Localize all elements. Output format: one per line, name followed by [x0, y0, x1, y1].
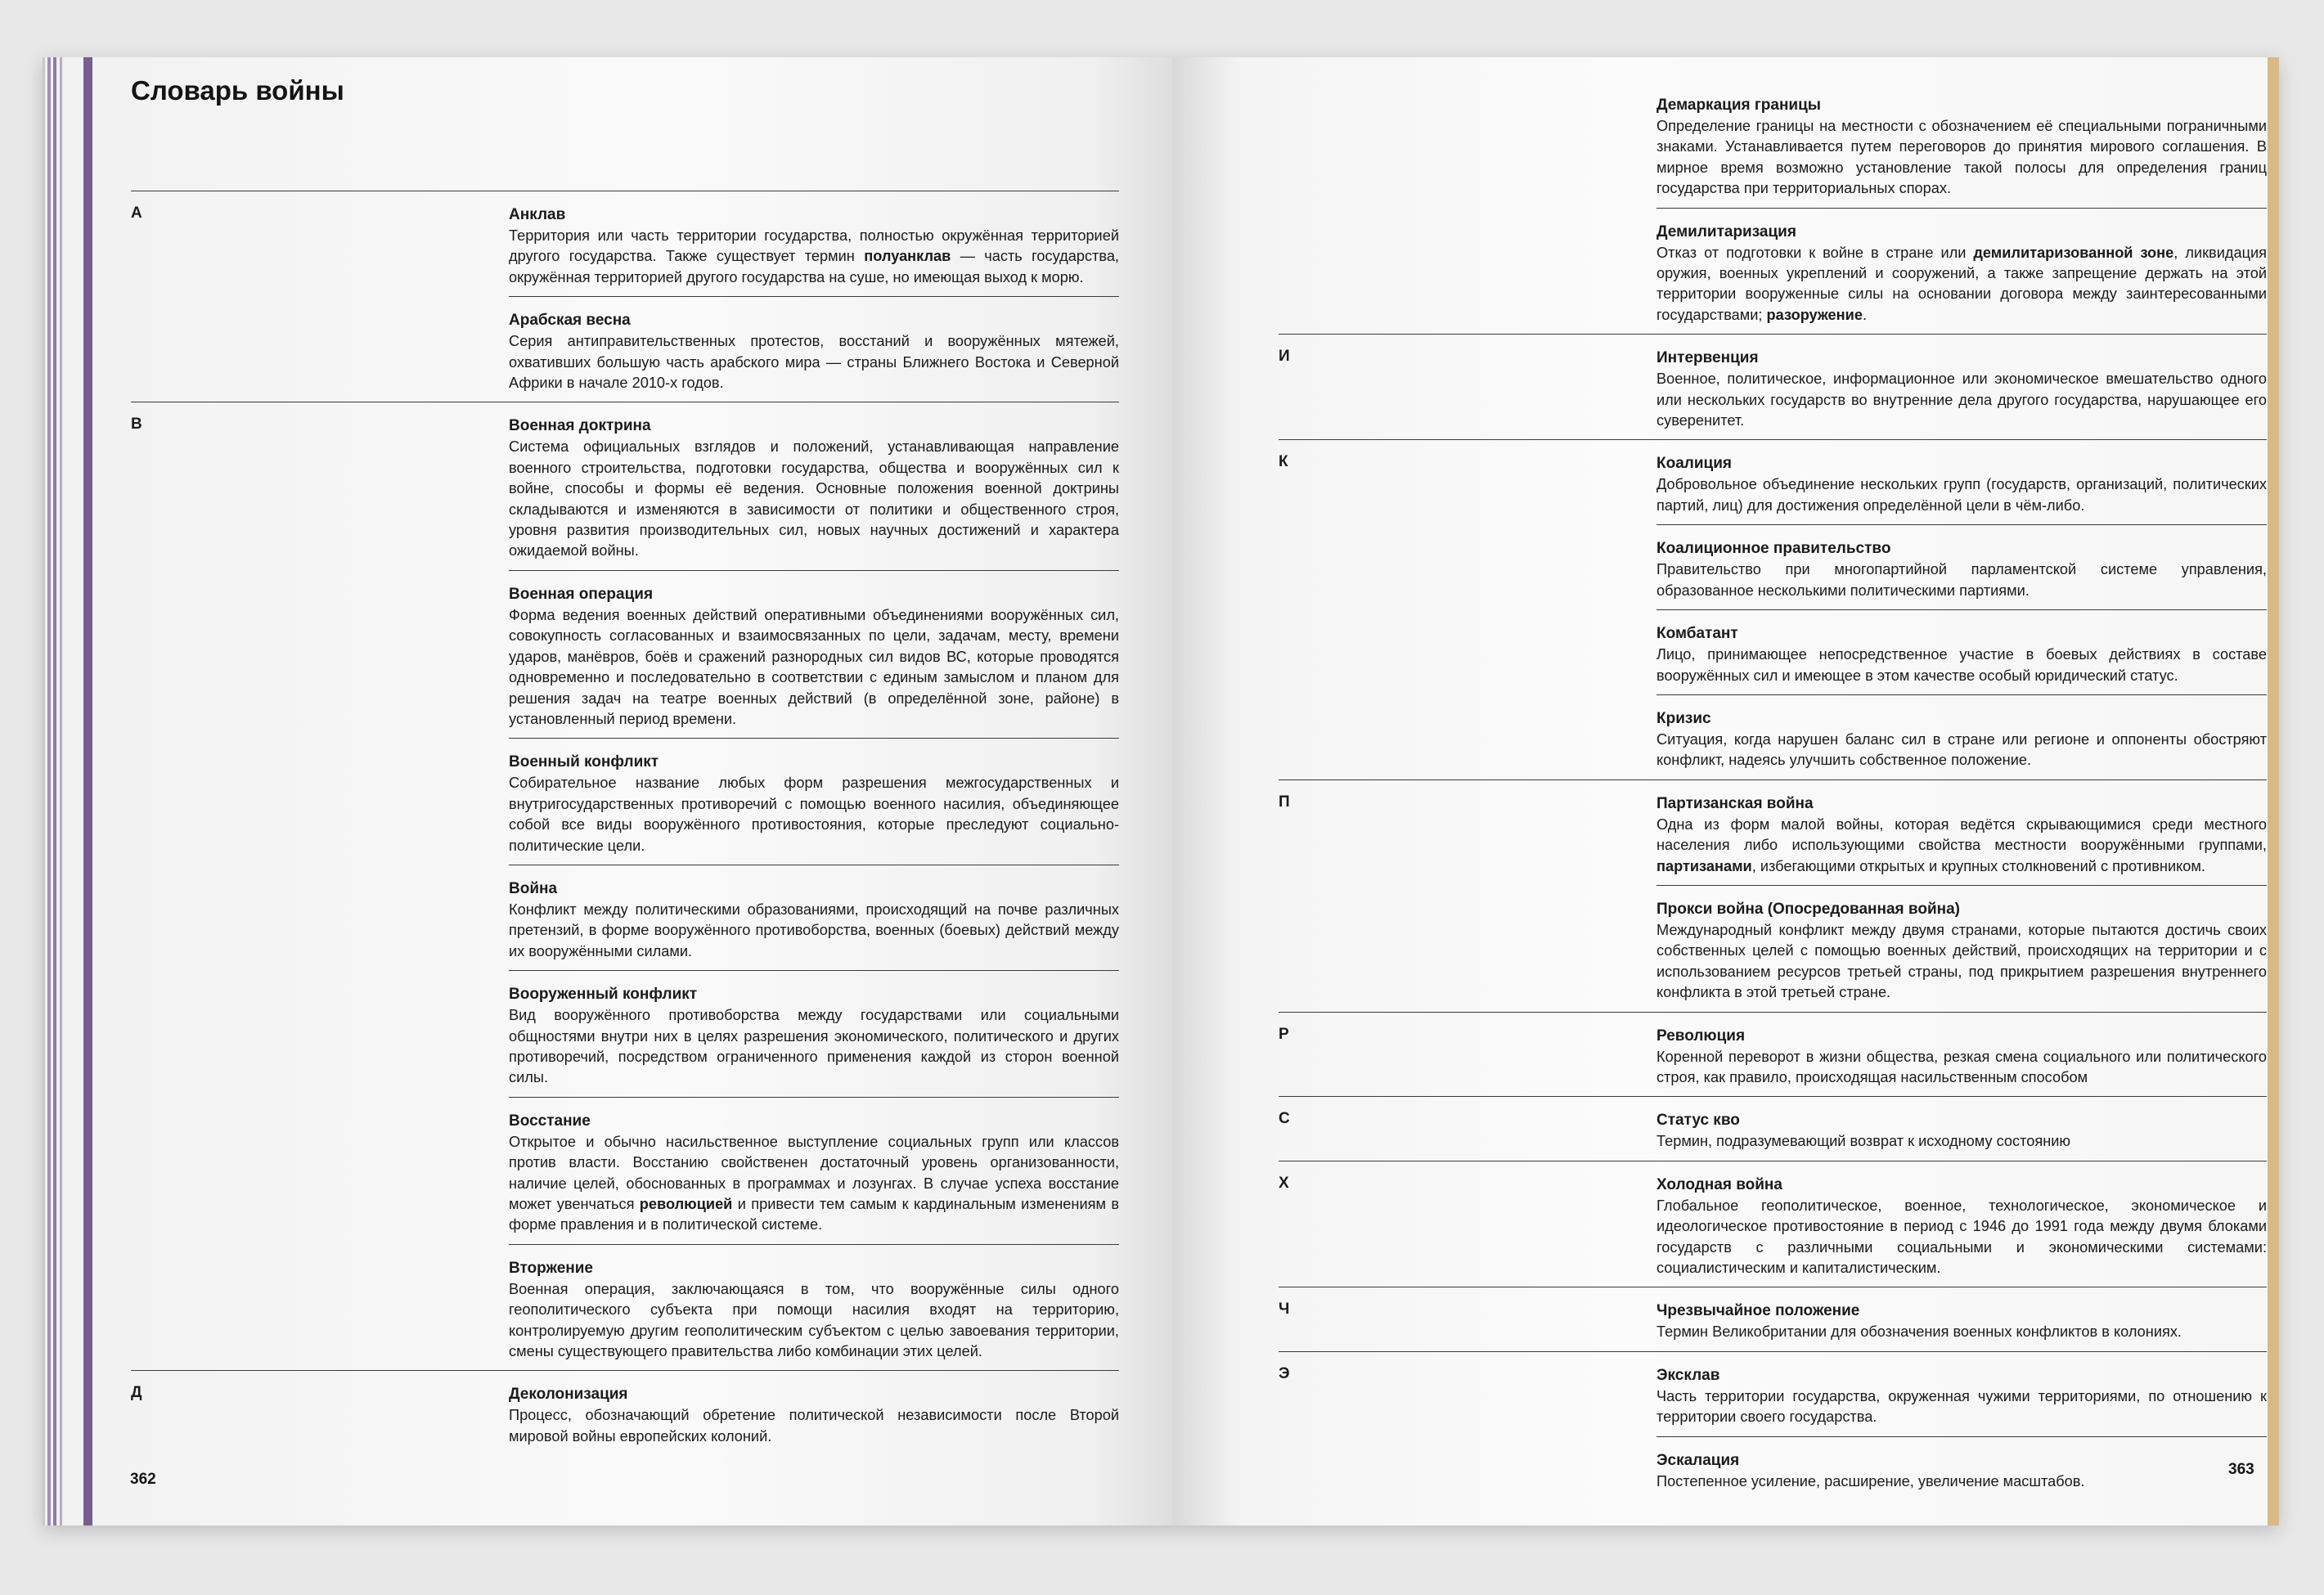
entry-definition [1656, 815, 2267, 877]
section-letter: В [131, 416, 142, 434]
definition-text: Добровольное объединение нескольких групп (государств, организаций, политических партий, лиц) для достижения определённой цели в чём-либо. [1656, 476, 2267, 514]
entry-definition [509, 1405, 1119, 1447]
entry-term: Коалиция [1656, 455, 1732, 473]
letter-group [1279, 439, 2267, 779]
entry-list [509, 402, 1119, 1370]
glossary-entry [1656, 885, 2267, 1012]
glossary-entry [1656, 335, 2267, 439]
entry-definition [1656, 1322, 2267, 1342]
definition-text: Процесс, обозначающий обретение политической независимости после Второй мировой войны европейских колоний. [509, 1407, 1119, 1444]
entry-term: Холодная война [1656, 1175, 1782, 1193]
entry-term: Революция [1656, 1027, 1746, 1045]
glossary-entry [509, 296, 1119, 402]
entry-term: Демилитаризация [1656, 222, 1796, 240]
definition-text: Открытое и обычно насильственное выступление социальных групп или классов против власти. Восстанию свойственен достаточный уровень организованности, наличие целей, обоснованных в программах и лозунгах. В случае успеха восстание может увенчаться [509, 1133, 1119, 1212]
page-edge [2268, 57, 2279, 1525]
spine-stripe-main [83, 57, 92, 1525]
definition-text: — часть государства, окружённая территорией другого государства на суше, но имеющая выход к морю. [509, 248, 1119, 285]
right-page [1172, 57, 2279, 1525]
definition-text: Система официальных взглядов и положений, устанавливающая направление военного строительства, подготовки государства, общества и вооружённых сил к войне, способы и формы её ведения. Основные положения военной доктрины складываются и изменяются в зависимости от политики и общественного строя, уровня развития производительных сил, новых научных достижений и характера ожидаемой войны. [509, 438, 1119, 559]
definition-text: Конфликт между политическими образованиями, происходящий на почве различных претензий, в форме вооружённого противоборства, военных (боевых) действий между их вооружёнными силами. [509, 901, 1119, 959]
letter-group [131, 1370, 1119, 1455]
glossary-entry [1656, 780, 2267, 885]
entry-term: Военный конфликт [509, 753, 659, 771]
entry-definition [1656, 116, 2267, 200]
entry-definition [509, 605, 1119, 730]
definition-text: Ситуация, когда нарушен баланс сил в стране или регионе и оппоненты обостряют конфликт, надеясь улучшить собственное положение. [1656, 730, 2267, 769]
entry-definition [509, 226, 1119, 288]
entry-definition [1656, 1471, 2267, 1492]
glossary-entry [509, 1244, 1119, 1371]
definition-text: Военная операция, заключающаяся в том, что вооружённые силы одного геополитического субъекта при помощи насилия входят на территорию, контролируемую другим геополитическим субъектом с целью завоевания территории, смены существующего правительства либо комбинации этих целей. [509, 1280, 1119, 1360]
letter-group [131, 402, 1119, 1370]
glossary-entry [1656, 524, 2267, 609]
entry-list [1656, 440, 2267, 779]
glossary-entry [509, 191, 1119, 296]
section-letter: Х [1279, 1174, 1289, 1192]
section-letter: Э [1279, 1364, 1290, 1382]
letter-group [1279, 1287, 2267, 1350]
entry-term: Вторжение [509, 1259, 593, 1277]
entry-list [1656, 1161, 2267, 1287]
glossary-entry [1656, 1352, 2267, 1436]
section-letter: Д [131, 1384, 142, 1402]
glossary-column-right [1279, 82, 2267, 1500]
spine-stripe [53, 57, 56, 1525]
entry-term: Деколонизация [509, 1386, 628, 1404]
definition-text: и привести тем самым к кардинальным изменениям в форме правления и в политической системе. [509, 1196, 1119, 1233]
entry-list [1656, 780, 2267, 1012]
definition-text: Военное, политическое, информационное или экономическое вмешательство одного или нескольких государств во внутренние дела другого государства, нарушающее его суверенитет. [1656, 371, 2267, 429]
page-number: 363 [2228, 1461, 2254, 1478]
entry-term: Чрезвычайное положение [1656, 1302, 1860, 1320]
entry-list [509, 1371, 1119, 1455]
entry-list [1656, 1352, 2267, 1500]
page-number: 362 [130, 1471, 156, 1488]
entry-list [1656, 1287, 2267, 1350]
definition-text: Территория или часть территории государства, полностью окружённая территорией другого государства. Также существует термин [509, 227, 1119, 265]
entry-list [509, 191, 1119, 402]
letter-group [131, 191, 1119, 402]
glossary-entry [509, 1097, 1119, 1244]
entry-list [1656, 1013, 2267, 1097]
section-letter: Ч [1279, 1301, 1290, 1319]
glossary-entry [1656, 440, 2267, 524]
letter-group [1279, 1096, 2267, 1160]
entry-definition [509, 773, 1119, 856]
glossary-entry [1656, 1013, 2267, 1097]
entry-term: Эксклав [1656, 1366, 1720, 1384]
definition-text: Собирательное название любых форм разрешения межгосударственных и внутригосударственных противоречий с помощью военного насилия, объединяющее собой все виды вооружённого противостояния, которые преследуют социально-политические цели. [509, 775, 1119, 854]
entry-term: Восстание [509, 1112, 591, 1130]
entry-term: Статус кво [1656, 1112, 1740, 1130]
definition-text: Форма ведения военных действий оперативными объединениями вооружённых сил, совокупность согласованных и взаимосвязанных по цели, задачам, месту, времени ударов, манёвров, боёв и сражений разнородных сил видов ВС, которые проводятся одновременно и последовательно в соответствии с единым замыслом и планом для решения задач на театре военных действий (в определённой зоне, районе) в установленный период времени. [509, 606, 1119, 727]
definition-text: Правительство при многопартийной парламентской системе управления, образованное несколькими политическими партиями. [1656, 561, 2267, 599]
entry-definition [1656, 474, 2267, 516]
definition-text: Международный конфликт между двумя странами, которые пытаются достичь своих собственных целей с помощью военных действий, происходящих на территории и с использованием ресурсов третьей страны, под прикрытием разрешения внутреннего конфликта в этой третьей стране. [1656, 921, 2267, 1001]
entry-list [1656, 82, 2267, 334]
definition-text: Часть территории государства, окруженная чужими территориями, по отношению к территории своего государства. [1656, 1387, 2267, 1426]
entry-definition [1656, 730, 2267, 771]
glossary-entry [509, 1371, 1119, 1455]
page-title: Словарь войны [131, 75, 344, 106]
entry-definition [509, 900, 1119, 962]
emphasized-term: партизанами [1656, 857, 1752, 874]
glossary-entry [1656, 1161, 2267, 1287]
entry-definition [1656, 369, 2267, 431]
entry-term: Эскалация [1656, 1451, 1740, 1469]
entry-definition [509, 437, 1119, 561]
definition-text: Определение границы на местности с обозначением её специальными пограничными знаками. Устанавливается путем переговоров до принятия мирового соглашения. В мирное время возможно установление такой полосы для определения границ государства при территориальных спорах. [1656, 118, 2267, 197]
glossary-entry [509, 970, 1119, 1097]
letter-group [1279, 780, 2267, 1012]
definition-text: . [1862, 306, 1868, 323]
glossary-entry [1656, 1287, 2267, 1350]
letter-group [1279, 1351, 2267, 1500]
glossary-entry [1656, 609, 2267, 694]
entry-term: Военная доктрина [509, 417, 651, 435]
entry-term: Арабская весна [509, 312, 631, 330]
glossary-column-left [131, 191, 1119, 1455]
definition-text: Одна из форм малой войны, которая ведётся скрывающимися среди местного населения либо использующими свойства местности вооружёнными группами, [1656, 815, 2267, 854]
emphasized-term: демилитаризованной зоне [1973, 244, 2174, 261]
entry-term: Вооруженный конфликт [509, 986, 698, 1004]
definition-text: Вид вооружённого противоборства между государствами или социальными общностями внутри них в целях разрешения экономического, политического и других противоречий, посредством ограниченного применения каждой из сторон военной силы. [509, 1007, 1119, 1086]
glossary-entry [509, 402, 1119, 569]
entry-definition [1656, 1047, 2267, 1089]
entry-definition [1656, 645, 2267, 686]
definition-text: Термин, подразумевающий возврат к исходному состоянию [1656, 1133, 2071, 1150]
entry-definition [1656, 1131, 2267, 1152]
entry-term: Прокси война (Опосредованная война) [1656, 900, 1961, 918]
section-letter: Р [1279, 1025, 1289, 1043]
entry-term: Война [509, 879, 558, 897]
letter-group [1279, 1012, 2267, 1097]
entry-definition [1656, 1386, 2267, 1428]
left-page [43, 57, 1172, 1525]
letter-group [1279, 82, 2267, 334]
entry-definition [509, 1005, 1119, 1089]
entry-term: Кризис [1656, 709, 1711, 727]
definition-text: Отказ от подготовки к войне в стране или [1656, 244, 1974, 261]
entry-list [1656, 335, 2267, 439]
section-letter: И [1279, 348, 1290, 366]
section-letter: А [131, 204, 142, 222]
spine-stripe [47, 57, 51, 1525]
definition-text: Термин Великобритании для обозначения военных конфликтов в колониях. [1656, 1323, 2182, 1341]
entry-definition [1656, 1196, 2267, 1279]
letter-group [1279, 1161, 2267, 1287]
definition-text: Глобальное геополитическое, военное, технологическое, экономическое и идеологическое противостояние в период с 1946 до 1991 года между двумя блоками государств с различными социальными и экономическими системами: социалистическим и капиталистическим. [1656, 1197, 2267, 1276]
entry-term: Демаркация границы [1656, 97, 1822, 114]
glossary-entry [1656, 1436, 2267, 1500]
entry-term: Анклав [509, 206, 566, 223]
entry-term: Интервенция [1656, 349, 1759, 367]
definition-text: Серия антиправительственных протестов, восстаний и вооружённых мятежей, охвативших большую часть арабского мира — страны Ближнего Востока и Северной Африки в начале 2010-х годов. [509, 333, 1119, 392]
spine-stripe [60, 57, 62, 1525]
entry-term: Партизанская война [1656, 794, 1814, 812]
glossary-entry [1656, 208, 2267, 335]
entry-definition [509, 331, 1119, 393]
entry-term: Комбатант [1656, 625, 1738, 643]
emphasized-term: разоружение [1766, 306, 1863, 323]
definition-text: Постепенное усиление, расширение, увеличение масштабов. [1656, 1472, 2085, 1489]
entry-definition [1656, 559, 2267, 601]
entry-definition [509, 1132, 1119, 1236]
definition-text: , избегающими открытых и крупных столкновений с противником. [1751, 857, 2205, 874]
section-letter: П [1279, 793, 1290, 811]
glossary-entry [1656, 1097, 2267, 1160]
glossary-entry [509, 865, 1119, 970]
entry-definition [1656, 920, 2267, 1004]
glossary-entry [509, 570, 1119, 738]
entry-list [1656, 1097, 2267, 1160]
entry-definition [509, 1279, 1119, 1363]
glossary-entry [509, 738, 1119, 865]
definition-text: Коренной переворот в жизни общества, резкая смена социального или политического строя, как правило, происходящая насильственным способом [1656, 1048, 2267, 1085]
emphasized-term: полуанклав [864, 248, 951, 265]
book-spread [43, 57, 2279, 1525]
entry-definition [1656, 243, 2267, 326]
entry-term: Коалиционное правительство [1656, 540, 1891, 558]
definition-text: , ликвидация оружия, военных укреплений и сооружений, а также запрещение держать на этой территории вооруженные силы на основании договора между заинтересованными государствами; [1656, 244, 2268, 323]
letter-group [1279, 334, 2267, 439]
section-letter: С [1279, 1110, 1290, 1128]
section-letter: К [1279, 453, 1288, 471]
glossary-entry [1656, 694, 2267, 780]
glossary-entry [1656, 82, 2267, 208]
entry-term: Военная операция [509, 585, 654, 603]
spine-stripe [43, 57, 45, 1525]
emphasized-term: революцией [639, 1196, 733, 1212]
definition-text: Лицо, принимающее непосредственное участие в боевых действиях в составе вооружённых сил и имеющее в этом качестве особый юридический статус. [1656, 646, 2267, 684]
